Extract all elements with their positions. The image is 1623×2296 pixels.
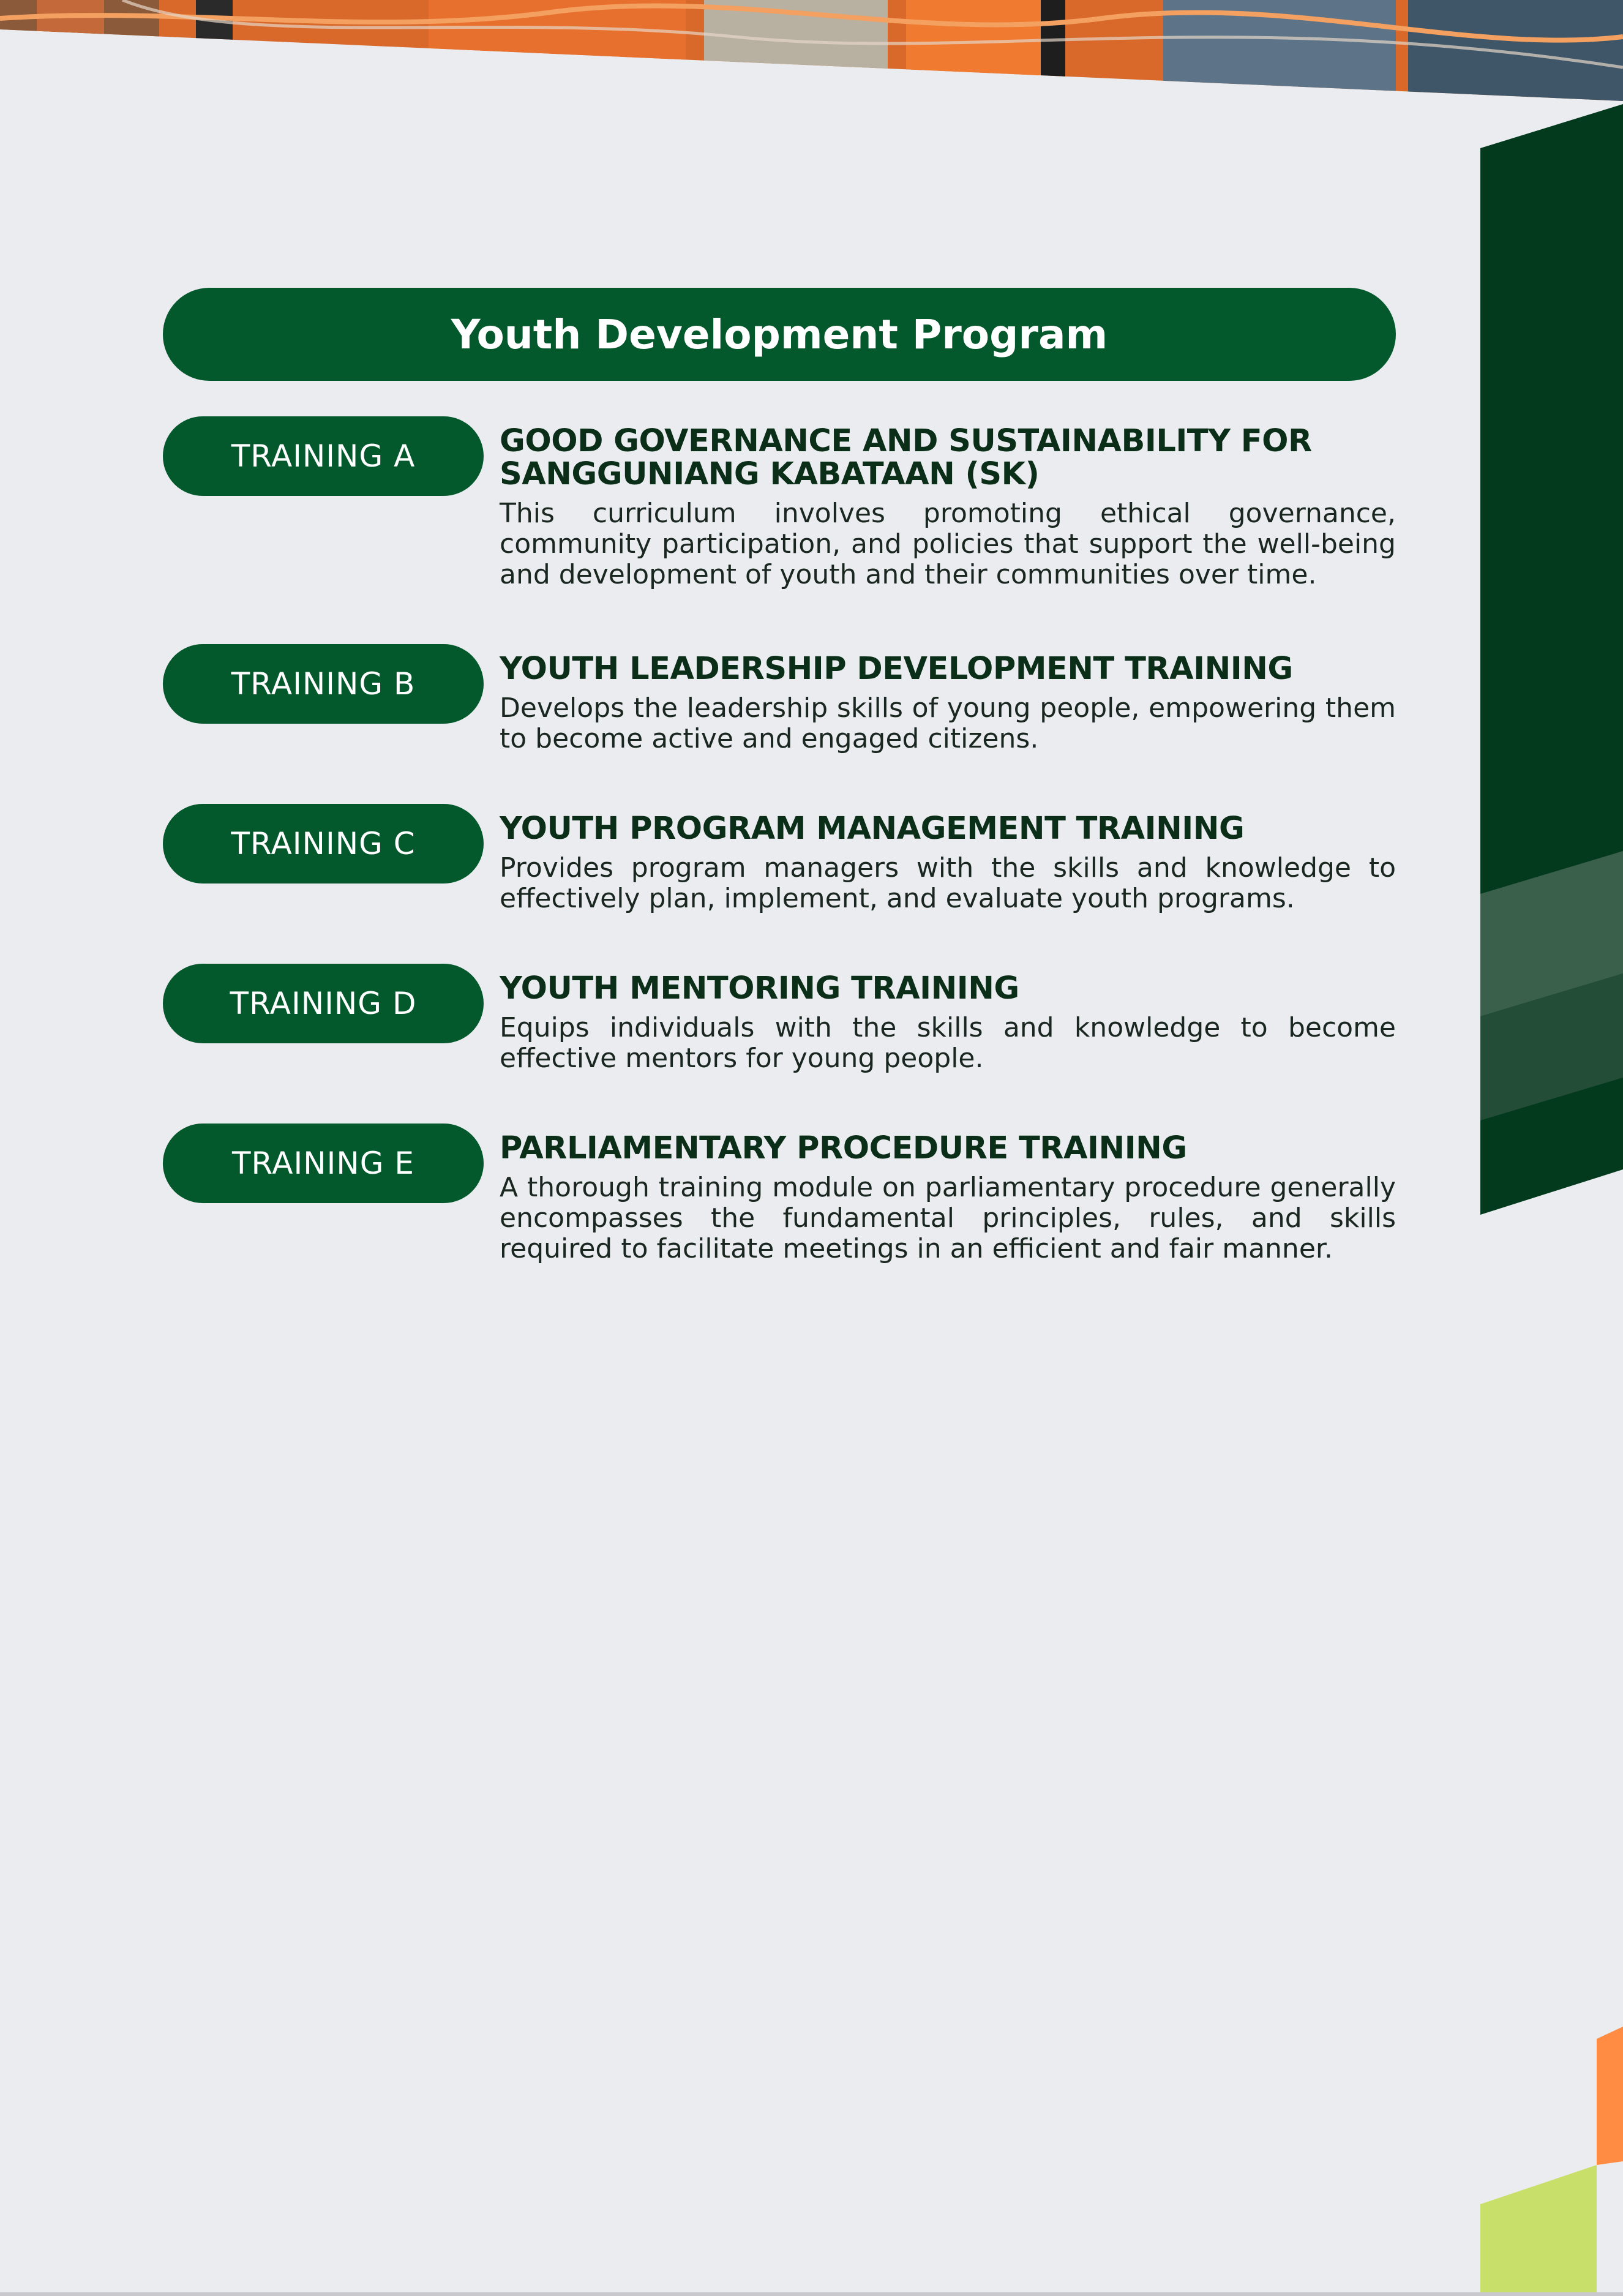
training-description: Equips individuals with the skills and knowledge to become effective mentors for young people.: [500, 1012, 1396, 1074]
training-title: PARLIAMENTARY PROCEDURE TRAINING: [500, 1130, 1187, 1166]
training-title: YOUTH LEADERSHIP DEVELOPMENT TRAINING: [500, 651, 1293, 687]
training-title: GOOD GOVERNANCE AND SUSTAINABILITY FOR SANGGUNIANG KABATAAN (SK): [500, 423, 1312, 492]
training-content: [500, 812, 1396, 914]
corner-decoration: [1480, 2027, 1623, 2296]
side-band-decoration: [1480, 98, 1623, 1225]
training-description: This curriculum involves promoting ethical governance, community participation, and policies that support the well-being and development of youth and their communities over time.: [500, 498, 1396, 590]
bottom-border: [0, 2292, 1623, 2296]
header-banner-image: [0, 0, 1623, 104]
program-title: Youth Development Program: [451, 310, 1108, 358]
training-badge: [163, 804, 484, 884]
training-badge-label: TRAINING A: [231, 438, 416, 474]
training-title: YOUTH PROGRAM MANAGEMENT TRAINING: [500, 811, 1245, 847]
training-badge: [163, 964, 484, 1043]
training-description: Provides program managers with the skills and knowledge to effectively plan, implement, and evaluate youth programs.: [500, 852, 1396, 914]
training-badge: [163, 1124, 484, 1203]
training-badge-label: TRAINING D: [230, 986, 417, 1021]
training-content: [500, 425, 1396, 590]
training-content: [500, 653, 1396, 754]
training-description: Develops the leadership skills of young people, empowering them to become active and engaged citizens.: [500, 692, 1396, 754]
training-badge: [163, 644, 484, 724]
training-badge-label: TRAINING E: [232, 1146, 414, 1181]
program-title-banner: [163, 288, 1396, 381]
training-badge-label: TRAINING C: [231, 826, 416, 861]
training-content: [500, 972, 1396, 1074]
training-title: YOUTH MENTORING TRAINING: [500, 970, 1019, 1007]
training-description: A thorough training module on parliamentary procedure generally encompasses the fundamental principles, rules, and skills required to facilitate meetings in an efficient and fair manner.: [500, 1172, 1396, 1264]
training-badge-label: TRAINING B: [231, 666, 416, 702]
training-content: [500, 1132, 1396, 1264]
training-badge: [163, 416, 484, 496]
